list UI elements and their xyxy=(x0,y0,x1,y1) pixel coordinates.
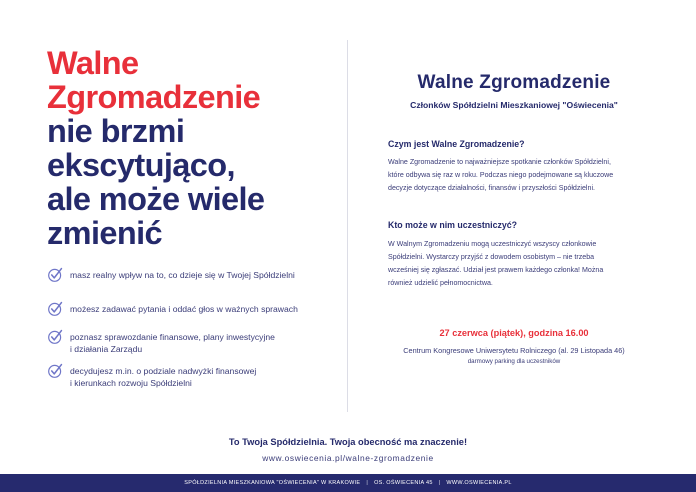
benefit-line: decydujesz m.in. o podziale nadwyżki finansowej xyxy=(70,366,257,376)
checkmark-circle-icon xyxy=(47,300,64,317)
checkmark-circle-icon xyxy=(47,328,64,345)
benefit-item xyxy=(47,300,298,317)
body-line: wcześniej się zgłaszać. Udział jest prawem każdego członka! Można xyxy=(388,266,604,274)
headline-navy-line-4: zmienić xyxy=(47,215,163,251)
footer-separator: | xyxy=(438,480,441,486)
headline xyxy=(47,46,337,250)
benefit-line: masz realny wpływ na to, co dzieje się w Twojej Spółdzielni xyxy=(70,270,295,280)
body-line: W Walnym Zgromadzeniu mogą uczestniczyć wszyscy członkowie xyxy=(388,240,597,248)
section-body-who xyxy=(388,238,646,290)
headline-red-line-2: Zgromadzenie xyxy=(47,79,261,115)
benefit-text xyxy=(70,362,256,389)
website-link[interactable]: www.oswiecenia.pl/walne-zgromadzenie xyxy=(262,453,434,463)
footer-site[interactable]: WWW.OSWIECENIA.PL xyxy=(446,480,512,486)
footer-org: SPÓŁDZIELNIA MIESZKANIOWA "OŚWIECENIA" W KRAKOWIE xyxy=(184,480,361,486)
benefit-item xyxy=(47,266,295,283)
section-heading-what: Czym jest Walne Zgromadzenie? xyxy=(388,139,525,149)
body-line: Spółdzielni. Wystarczy przyjść z dowodem osobistym – nie trzeba xyxy=(388,253,595,261)
benefit-item xyxy=(47,362,256,389)
footer-bar xyxy=(0,474,696,492)
body-line: Walne Zgromadzenie to najważniejsze spotkanie członków Spółdzielni, xyxy=(388,158,611,166)
checkmark-circle-icon xyxy=(47,362,64,379)
section-body-what xyxy=(388,156,646,195)
body-line: które odbywa się raz w roku. Podczas niego podejmowane są kluczowe xyxy=(388,171,614,179)
benefit-line: poznasz sprawozdanie finansowe, plany inwestycyjne xyxy=(70,332,275,342)
checkmark-circle-icon xyxy=(47,266,64,283)
benefit-text xyxy=(70,266,295,281)
footer-separator: | xyxy=(366,480,369,486)
event-date: 27 czerwca (piątek), godzina 16.00 xyxy=(439,328,589,338)
benefit-item xyxy=(47,328,275,355)
event-venue: Centrum Kongresowe Uniwersytetu Rolniczego (al. 29 Listopada 46) xyxy=(403,346,625,355)
benefit-line: i kierunkach rozwoju Spółdzielni xyxy=(70,378,192,388)
info-title: Walne Zgromadzenie xyxy=(417,72,611,93)
body-line: decyzje dotyczące działalności, finansów i przyszłości Spółdzielni. xyxy=(388,184,595,192)
section-heading-who: Kto może w nim uczestniczyć? xyxy=(388,220,518,230)
headline-navy-line-2: ekscytująco, xyxy=(47,147,235,183)
benefit-line: i działania Zarządu xyxy=(70,344,143,354)
footer-address: OS. OŚWIECENIA 45 xyxy=(374,480,433,486)
headline-navy-line-1: nie brzmi xyxy=(47,113,185,149)
headline-block xyxy=(47,46,337,250)
column-divider xyxy=(347,40,348,412)
event-parking: darmowy parking dla uczestników xyxy=(467,358,561,365)
benefit-text xyxy=(70,328,275,355)
benefit-text xyxy=(70,300,298,315)
tagline: To Twoja Spółdzielnia. Twoja obecność ma znaczenie! xyxy=(228,437,468,447)
headline-navy-line-3: ale może wiele xyxy=(47,181,265,217)
headline-red-line-1: Walne xyxy=(47,45,139,81)
info-subtitle: Członków Spółdzielni Mieszkaniowej "Oświecenia" xyxy=(410,100,618,110)
body-line: również udzielić pełnomocnictwa. xyxy=(388,279,493,287)
benefit-line: możesz zadawać pytania i oddać głos w ważnych sprawach xyxy=(70,304,298,314)
